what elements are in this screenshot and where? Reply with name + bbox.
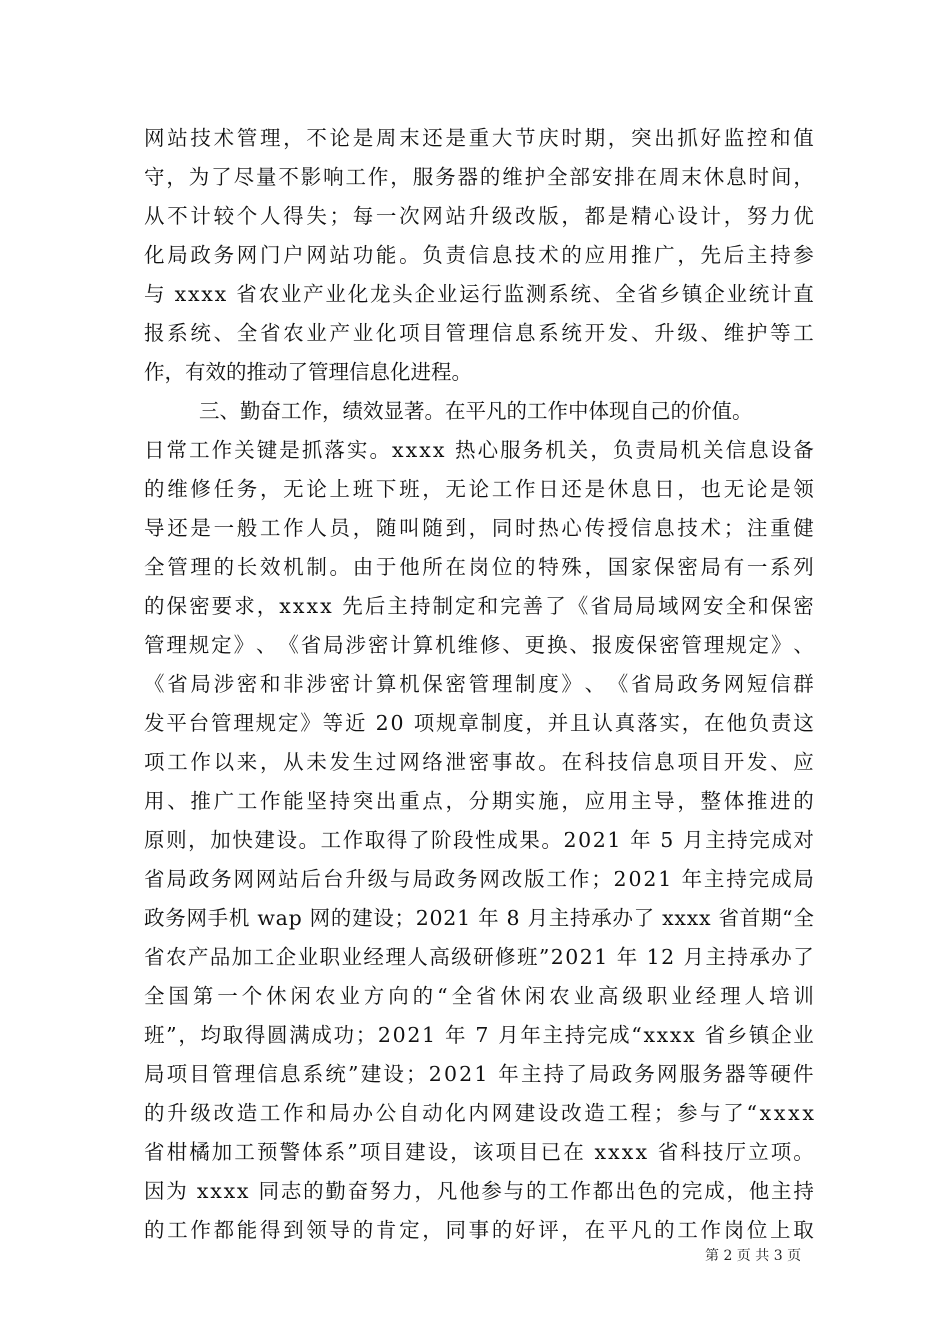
text-line: 管 理 规 定 》 、 《 省 局 涉 密 计 算 机 维 修 、 更 换 、 报 废 保 密 管 理 规 定 》 、 [144, 633, 814, 657]
text-line: 日 常 工 作 关 键 是 抓 落 实 。 x x x x 热 心 服 务 机 关 ， 负 责 局 机 关 信 息 设 备 [144, 438, 814, 462]
text-line: 项 工 作 以 来 ， 从 未 发 生 过 网 络 泄 密 事 故 。 在 科 技 信 息 项 目 开 发 、 应 [144, 750, 814, 774]
text-line: 导 还 是 一 般 工 作 人 员 ， 随 叫 随 到 ， 同 时 热 心 传 授 信 息 技 术 ； 注 重 健 [144, 516, 814, 540]
text-line: 化 局 政 务 网 门 户 网 站 功 能 。 负 责 信 息 技 术 的 应 用 推 广 ， 先 后 主 持 参 [144, 243, 814, 267]
text-line: 班 ” ， 均 取 得 圆 满 成 功 ； 2 0 2 1 年 7 月 年 主 持 完 成 “ x x x x 省 乡 镇 企 业 [144, 1023, 814, 1047]
text-line: 因 为 x x x x 同 志 的 勤 奋 努 力 ， 凡 他 参 与 的 工 作 都 出 色 的 完 成 ， 他 主 持 [144, 1179, 814, 1203]
text-line: 报 系 统 、 全 省 农 业 产 业 化 项 目 管 理 信 息 系 统 开 发 、 升 级 、 维 护 等 工 [144, 321, 814, 345]
text-line: 网 站 技 术 管 理 ， 不 论 是 周 末 还 是 重 大 节 庆 时 期 ， 突 出 抓 好 监 控 和 值 [144, 126, 814, 150]
text-line: 用 、 推 广 工 作 能 坚 持 突 出 重 点 ， 分 期 实 施 ， 应 用 主 导 ， 整 体 推 进 的 [144, 789, 814, 813]
text-line: 的 工 作 都 能 得 到 领 导 的 肯 定 ， 同 事 的 好 评 ， 在 平 凡 的 工 作 岗 位 上 取 [144, 1218, 814, 1242]
text-line: 省 局 政 务 网 网 站 后 台 升 级 与 局 政 务 网 改 版 工 作 ； 2 0 2 1 年 主 持 完 成 局 [144, 867, 814, 891]
text-line: 从 不 计 较 个 人 得 失 ； 每 一 次 网 站 升 级 改 版 ， 都 是 精 心 设 计 ， 努 力 优 [144, 204, 814, 228]
section-heading-line: 三、勤奋工作，绩效显著。在平凡的工作中体现自己的价值。 [199, 399, 753, 423]
text-line: 省 农 产 品 加 工 企 业 职 业 经 理 人 高 级 研 修 班 ” 2 0 2 1 年 1 2 月 主 持 承 办 了 [144, 945, 814, 969]
text-line: 的 保 密 要 求 ， x x x x 先 后 主 持 制 定 和 完 善 了 《 省 局 局 域 网 安 全 和 保 密 [144, 594, 814, 618]
text-line: 原 则 ， 加 快 建 设 。 工 作 取 得 了 阶 段 性 成 果 。 2 0 2 1 年 5 月 主 持 完 成 对 [144, 828, 814, 852]
body-text [144, 119, 814, 1250]
text-line: 《 省 局 涉 密 和 非 涉 密 计 算 机 保 密 管 理 制 度 》 、 《 省 局 政 务 网 短 信 群 [144, 672, 814, 696]
text-line: 作，有效的推动了管理信息化进程。 [144, 360, 472, 384]
text-line: 与 x x x x 省 农 业 产 业 化 龙 头 企 业 运 行 监 测 系 统 、 全 省 乡 镇 企 业 统 计 直 [144, 282, 814, 306]
text-line: 省 柑 橘 加 工 预 警 体 系 ” 项 目 建 设 ， 该 项 目 已 在 x x x x 省 科 技 厅 立 项 。 [144, 1140, 814, 1164]
text-line: 全 国 第 一 个 休 闲 农 业 方 向 的 “ 全 省 休 闲 农 业 高 级 职 业 经 理 人 培 训 [144, 984, 814, 1008]
text-line: 发 平 台 管 理 规 定 》 等 近 2 0 项 规 章 制 度 ， 并 且 认 真 落 实 ， 在 他 负 责 这 [144, 711, 814, 735]
page-number: 第 2 页 共 3 页 [705, 1248, 802, 1264]
text-line: 政 务 网 手 机 w a p 网 的 建 设 ； 2 0 2 1 年 8 月 主 持 承 办 了 x x x x 省 首 期 “ 全 [144, 906, 814, 930]
text-line: 的 升 级 改 造 工 作 和 局 办 公 自 动 化 内 网 建 设 改 造 工 程 ； 参 与 了 “ x x x x [144, 1101, 814, 1125]
text-line: 守 ， 为 了 尽 量 不 影 响 工 作 ， 服 务 器 的 维 护 全 部 安 排 在 周 末 休 息 时 间 ， [144, 165, 814, 189]
text-line: 局 项 目 管 理 信 息 系 统 ” 建 设 ； 2 0 2 1 年 主 持 了 局 政 务 网 服 务 器 等 硬 件 [144, 1062, 814, 1086]
text-line: 全 管 理 的 长 效 机 制 。 由 于 他 所 在 岗 位 的 特 殊 ， 国 家 保 密 局 有 一 系 列 [144, 555, 814, 579]
text-line: 的 维 修 任 务 ， 无 论 上 班 下 班 ， 无 论 工 作 日 还 是 休 息 日 ， 也 无 论 是 领 [144, 477, 814, 501]
